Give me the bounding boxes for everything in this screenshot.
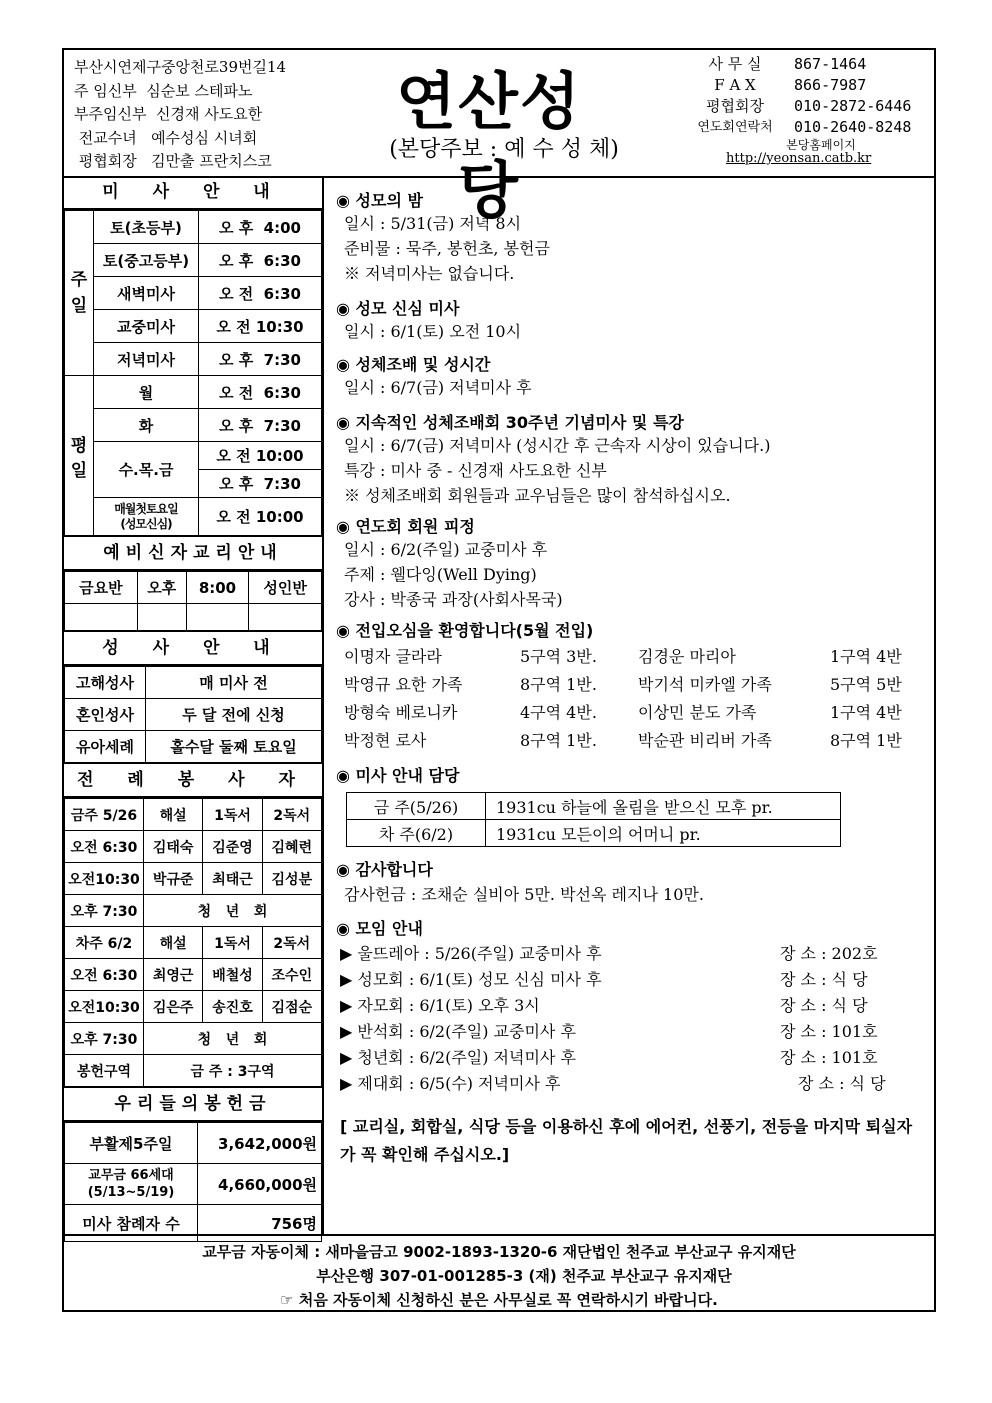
contact-info (676, 54, 936, 166)
server-name: 배철성 (203, 959, 262, 991)
welcome-block (326, 618, 934, 753)
welcome-table: 이명자 글라라 5구역 3반. 김경운 마리아 1구역 4반 박영규 요한 가족 8구역 1반. 박기석 미카엘 가족 5구역 5반 방형숙 베로니카 4구역 4반. 이상민 분도 가족 1구역 4반 박정현 로사 8구역 1반. 박순관 비리버 가족 8구역 1반 (344, 646, 902, 750)
meetings-table: ▶ 울뜨레아 : 5/26(주일) 교중미사 후 장 소 : 202호 ▶ 성모회 : 6/1(토) 성모 신심 미사 후 장 소 : 식 당 ▶ 자모회 : 6/1(토) 오후 3시 장 소 : 식 당 ▶ 반석회 : 6/2(주일) 교중미사 후 장 소 : 101호 ▶ 청년회 : 6/2(주일) 저녁미사 후 장 소 : 101호 ▶ 제대회 : 6/5(수) 저녁미사 후 장 소 : 식 당 (340, 943, 886, 1093)
mass-guide-block (326, 763, 934, 847)
notice-block (326, 514, 934, 612)
notice-title: ◉ 감사합니다 (336, 860, 433, 879)
notice-title: ◉ 모임 안내 (336, 919, 423, 938)
notice-block (326, 410, 934, 508)
contact-row: 연도회연락처 010-2640-8248 (697, 118, 912, 136)
server-name: 송진호 (203, 991, 262, 1023)
sacrament-table (64, 666, 322, 763)
sacrament-name: 유아세례 (65, 731, 146, 763)
sacrament-value: 매 미사 전 (146, 667, 322, 699)
catechumen-heading: 예비신자교리안내 (64, 536, 322, 571)
server-role: 2독서 (262, 799, 321, 831)
contact-row: 평협회장 010-2872-6446 (706, 97, 912, 115)
clergy-row: 전교수녀 예수성심 시녀회 (78, 128, 258, 147)
notice-line: ※ 성체조배회 회원들과 교우님들은 많이 참석하십시오. (344, 486, 731, 505)
server-name: 김태숙 (144, 831, 203, 863)
clergy-row: 주 임신부 심순보 스테파노 (74, 81, 253, 100)
server-role: 2독서 (262, 927, 321, 959)
clergy-row: 평협회장 김만출 프란치스코 (78, 152, 272, 170)
page-title: 연산성당 (396, 65, 582, 227)
notice-line: 주제 : 웰다잉(Well Dying) (344, 565, 537, 584)
footer-note: ☞ 처음 자동이체 신청하신 분은 사무실로 꼭 연락하시기 바랍니다. (280, 1291, 718, 1309)
bank-info: 교무금 자동이체 : 새마을금고 9002-1893-1320-6 재단법인 천주교 부산교구 유지재단 (202, 1243, 796, 1261)
mass-time: 오 전 6:30 (199, 376, 322, 409)
notice-block (326, 352, 934, 400)
weekday-label: 평일 (65, 376, 94, 536)
contact-row: 사 무 실 867-1464 (708, 55, 867, 73)
offering-district: 금 주 : 3구역 (144, 1055, 322, 1087)
notice-line: 감사헌금 : 조채순 실비아 5만. 박선옥 레지나 10만. (344, 885, 704, 904)
mass-time: 오 전 10:30 (199, 310, 322, 343)
notice-line: 일시 : 6/1(토) 오전 10시 (344, 322, 522, 341)
server-slot: 오전10:30 (65, 991, 144, 1023)
sacrament-value: 홀수달 둘째 토요일 (146, 731, 322, 763)
mass-schedule-table (64, 210, 322, 536)
notice-line: 일시 : 6/7(금) 저녁미사 후 (344, 378, 532, 397)
notice-title: ◉ 성체조배 및 성시간 (336, 355, 491, 374)
server-slot: 오전10:30 (65, 863, 144, 895)
notice-title: ◉ 연도회 회원 피정 (336, 517, 475, 536)
offering-label: 부활제5주일 (65, 1123, 198, 1164)
server-role: 1독서 (203, 927, 262, 959)
notice-line: 일시 : 6/2(주일) 교중미사 후 (344, 540, 548, 559)
mass-heading: 미 사 안 내 (64, 176, 322, 210)
contact-row: F A X 866-7987 (714, 76, 867, 94)
notice-line: ※ 저녁미사는 없습니다. (344, 264, 515, 283)
server-role: 1독서 (203, 799, 262, 831)
server-slot: 금주 5/26 (65, 799, 144, 831)
mass-name: 새벽미사 (94, 277, 199, 310)
bank-info: 부산은행 307-01-001285-3 (재) 천주교 부산교구 유지재단 (316, 1267, 732, 1285)
mass-guide-table: 금 주(5/26) 1931cu 하늘에 올림을 받으신 모후 pr. 차 주(6/2) 1931cu 모든이의 어머니 pr. (346, 792, 841, 847)
notices-column (326, 176, 934, 1234)
sacrament-heading: 성 사 안 내 (64, 631, 322, 666)
page-subtitle: (본당주보 : 예 수 성 체) (389, 137, 619, 162)
notice-block (326, 296, 934, 344)
homepage-label: 본당홈페이지 (786, 138, 856, 152)
notice-line: 준비물 : 묵주, 봉헌초, 봉헌금 (344, 239, 550, 258)
offering-label: 미사 참례자 수 (65, 1205, 198, 1242)
thanks-block (326, 857, 934, 910)
offering-value: 4,660,000원 (198, 1164, 322, 1205)
address: 부산시연제구중앙천로39번길14 (74, 58, 287, 76)
sacrament-value: 두 달 전에 신청 (146, 699, 322, 731)
parish-info (74, 56, 334, 174)
mass-time: 오 전 6:30 (199, 277, 322, 310)
notice-title: ◉ 성모 신심 미사 (336, 299, 460, 318)
sacrament-name: 고해성사 (65, 667, 146, 699)
homepage-link[interactable]: http://yeonsan.catb.kr (726, 151, 872, 166)
mass-name: 토(중고등부) (94, 244, 199, 277)
class-period: 오후 (137, 572, 186, 604)
server-group: 청 년 회 (144, 895, 322, 927)
server-slot: 오전 6:30 (65, 959, 144, 991)
mass-name: 교중미사 (94, 310, 199, 343)
server-name: 박규준 (144, 863, 203, 895)
notice-title: ◉ 성모의 밤 (336, 191, 423, 210)
mass-name: 월 (94, 376, 199, 409)
servers-heading: 전 례 봉 사 자 (64, 763, 322, 798)
offering-table (64, 1122, 322, 1242)
server-name: 김성분 (262, 863, 321, 895)
server-name: 김준영 (203, 831, 262, 863)
reminder-note: [ 교리실, 회합실, 식당 등을 이용하신 후에 에어컨, 선풍기, 전등을 마지막 퇴실자가 꼭 확인해 주십시오.] (340, 1117, 913, 1164)
server-slot: 차주 6/2 (65, 927, 144, 959)
server-slot: 오전 6:30 (65, 831, 144, 863)
notice-title: ◉ 미사 안내 담당 (336, 766, 460, 785)
server-name: 김은주 (144, 991, 203, 1023)
class-type: 성인반 (249, 572, 322, 604)
server-name: 조수인 (262, 959, 321, 991)
server-group: 청 년 회 (144, 1023, 322, 1055)
offering-value: 3,642,000원 (198, 1123, 322, 1164)
mass-time: 오 후 7:30 (199, 409, 322, 442)
mass-time: 오 후 7:30 (199, 470, 322, 498)
mass-name: 수.목.금 (94, 442, 199, 498)
mass-time: 오 후 6:30 (199, 244, 322, 277)
server-name: 김혜련 (262, 831, 321, 863)
server-name: 최태근 (203, 863, 262, 895)
class-day: 금요반 (65, 572, 138, 604)
left-column (64, 176, 324, 1234)
offering-label: 교무금 66세대 (5/13~5/19) (65, 1164, 198, 1205)
server-slot: 오후 7:30 (65, 1023, 144, 1055)
server-name: 김점순 (262, 991, 321, 1023)
mass-time: 오 후 4:00 (199, 211, 322, 244)
sunday-label: 주일 (65, 211, 94, 376)
offering-heading: 우리들의봉헌금 (64, 1087, 322, 1122)
mass-name: 매월첫토요일 (성모신심) (94, 498, 199, 536)
notice-title: ◉ 지속적인 성체조배회 30주년 기념미사 및 특강 (336, 413, 684, 432)
mass-time: 오 후 7:30 (199, 343, 322, 376)
offering-value: 756명 (198, 1205, 322, 1242)
server-role: 해설 (144, 927, 203, 959)
catechumen-table (64, 571, 322, 631)
bulletin-frame (62, 48, 936, 1312)
notice-line: 일시 : 6/7(금) 저녁미사 (성시간 후 근속자 시상이 있습니다.) (344, 436, 771, 455)
mass-time: 오 전 10:00 (199, 442, 322, 470)
server-slot: 봉헌구역 (65, 1055, 144, 1087)
mass-name: 저녁미사 (94, 343, 199, 376)
sacrament-name: 혼인성사 (65, 699, 146, 731)
servers-table (64, 798, 322, 1087)
server-slot: 오후 7:30 (65, 895, 144, 927)
server-role: 해설 (144, 799, 203, 831)
mass-time: 오 전 10:00 (199, 498, 322, 536)
bulletin-footer (64, 1234, 934, 1314)
class-time: 8:00 (186, 572, 249, 604)
notice-line: 특강 : 미사 중 - 신경재 사도요한 신부 (344, 461, 607, 480)
notice-line: 강사 : 박종국 과장(사회사목국) (344, 590, 563, 609)
notice-title: ◉ 전입오심을 환영합니다(5월 전입) (336, 621, 594, 640)
notice-line: 일시 : 5/31(금) 저녁 8시 (344, 214, 522, 233)
server-name: 최영근 (144, 959, 203, 991)
meetings-block (326, 916, 934, 1095)
mass-name: 토(초등부) (94, 211, 199, 244)
mass-name: 화 (94, 409, 199, 442)
notice-block (326, 188, 934, 286)
clergy-row: 부주임신부 신경재 사도요한 (74, 105, 263, 123)
